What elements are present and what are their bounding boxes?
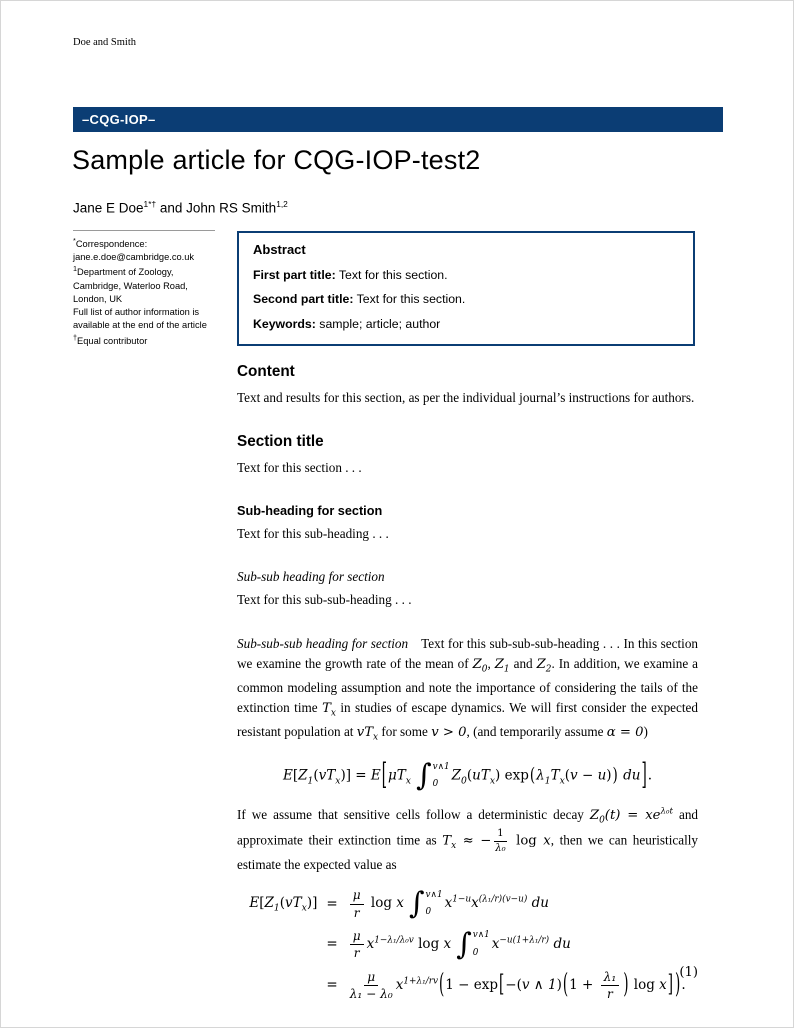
integral-upper-limit: v∧1 bbox=[432, 761, 450, 772]
math-var: x bbox=[659, 976, 667, 993]
integral-lower-limit: 0 bbox=[432, 778, 439, 789]
math-expr: 1 + bbox=[569, 976, 598, 993]
fraction-denominator: r bbox=[353, 905, 360, 920]
fraction-numerator: 1 bbox=[494, 828, 506, 842]
correspondence-label-line bbox=[73, 236, 215, 251]
equation-rhs-row2 bbox=[347, 926, 571, 962]
fraction bbox=[350, 970, 393, 1002]
paren: ( bbox=[564, 767, 571, 784]
big-paren-open: ( bbox=[562, 968, 569, 1001]
equation-rhs-row3 bbox=[347, 970, 686, 1002]
authors-connector: and bbox=[156, 200, 187, 216]
math-expr: v − u bbox=[570, 767, 607, 784]
body-text: If we assume that sensitive cells follow a deterministic decay bbox=[237, 806, 590, 822]
math-sub: 0 bbox=[461, 774, 467, 786]
paragraph: Text for this sub-sub-heading . . . bbox=[237, 591, 412, 607]
paragraph-with-inline-heading bbox=[237, 634, 698, 746]
correspondence-email: jane.e.doe@cambridge.co.uk bbox=[73, 252, 195, 263]
affiliation-text: Department of Zoology, Cambridge, Waterloo Road, London, UK bbox=[73, 267, 188, 304]
author-info-note: Full list of author information is available at the end of the article bbox=[73, 307, 207, 331]
body-text: , (and temporarily assume bbox=[466, 723, 607, 739]
math-var: E bbox=[282, 767, 293, 784]
sub-heading: Sub-heading for section bbox=[237, 503, 383, 518]
fraction-denominator: λ₁ − λ₀ bbox=[349, 987, 393, 1002]
math-var: Z bbox=[536, 657, 546, 673]
math-expr: α = 0 bbox=[606, 724, 644, 740]
math-sub: x bbox=[489, 774, 496, 786]
math-sub: x bbox=[373, 732, 379, 743]
abstract-item bbox=[253, 315, 679, 333]
math-var: vT bbox=[285, 895, 302, 912]
integral bbox=[408, 886, 443, 922]
math-var: vT bbox=[318, 767, 336, 784]
equation-lhs bbox=[249, 892, 317, 916]
paren: ) bbox=[495, 767, 501, 784]
math-var: x bbox=[543, 833, 551, 849]
math-var: E bbox=[249, 895, 260, 912]
math-var: x bbox=[444, 895, 453, 912]
math-var: Z bbox=[472, 657, 482, 673]
math-expr: v > 0 bbox=[431, 724, 467, 740]
math-sub: 0 bbox=[599, 815, 605, 826]
equal-contributor-marker: † bbox=[73, 332, 78, 342]
math-sub: x bbox=[301, 902, 307, 914]
fraction-denominator: λ₀ bbox=[495, 843, 506, 855]
math-sub: x bbox=[559, 774, 565, 786]
math-var: Z bbox=[494, 657, 504, 673]
integral-limits bbox=[426, 889, 443, 920]
paren: ( bbox=[313, 767, 319, 784]
integral-lower-limit: 0 bbox=[425, 907, 432, 918]
integral-upper-limit: v∧1 bbox=[472, 930, 490, 941]
fraction bbox=[494, 828, 506, 855]
math-differential: du bbox=[527, 895, 549, 912]
journal-banner bbox=[73, 107, 723, 132]
math-var: x bbox=[491, 936, 500, 953]
equals-sign: = bbox=[326, 936, 338, 953]
math-sub: 1 bbox=[544, 774, 551, 786]
section-heading: Section title bbox=[237, 433, 324, 451]
aligned-equations bbox=[237, 888, 698, 1001]
math-var: x bbox=[366, 936, 375, 953]
math-var: Z bbox=[451, 767, 462, 784]
body-text: in studies of escape dynamics. We will first consider the expected resistant population at bbox=[237, 700, 698, 739]
body-text: for some bbox=[378, 723, 432, 739]
math-var: x bbox=[443, 936, 452, 953]
fraction bbox=[350, 929, 364, 961]
fraction-numerator: μ bbox=[364, 970, 378, 986]
equals-sign: = bbox=[326, 895, 338, 912]
body-text: , then we can heuristically estimate the expected value as bbox=[237, 832, 698, 872]
equal-contributor-text: Equal contributor bbox=[77, 335, 148, 346]
fraction-numerator: μ bbox=[350, 888, 364, 904]
paragraph: Text and results for this section, as per the individual journal’s instructions for authors. bbox=[237, 389, 695, 405]
big-bracket-close: ] bbox=[641, 757, 647, 793]
sub-sub-sub-heading: Sub-sub-sub heading for section bbox=[237, 635, 409, 651]
math-sub: 2 bbox=[545, 664, 552, 675]
operator-exp: exp bbox=[500, 767, 529, 784]
running-head: Doe and Smith bbox=[73, 37, 136, 48]
bracket: )] bbox=[306, 895, 318, 912]
equation-rhs-row1 bbox=[347, 888, 549, 920]
math-sub: 1 bbox=[503, 664, 510, 675]
abstract-item-text: sample; article; author bbox=[319, 316, 441, 331]
equation-number: (1) bbox=[679, 964, 698, 980]
equal-contributor-line bbox=[73, 333, 215, 348]
operator-log: log bbox=[366, 895, 397, 912]
author-marker: 1,2 bbox=[276, 199, 288, 209]
fraction bbox=[601, 970, 620, 1002]
math-expr: v ∧ 1 bbox=[521, 976, 557, 993]
integral bbox=[415, 758, 450, 794]
operator-log: log bbox=[509, 833, 544, 849]
display-equation-line bbox=[282, 757, 653, 794]
math-sup: 1+λ₁/rv bbox=[403, 976, 438, 987]
math-var: vT bbox=[356, 724, 374, 740]
bracket: [ bbox=[259, 895, 265, 912]
math-var: T bbox=[322, 701, 331, 717]
author-name: Jane E Doe bbox=[73, 200, 144, 216]
authors-line bbox=[73, 199, 288, 216]
operator-log: log bbox=[413, 936, 444, 953]
math-expr: −( bbox=[505, 976, 522, 993]
abstract-item-label: First part title: bbox=[253, 268, 336, 282]
math-var: E bbox=[370, 767, 381, 784]
fraction-numerator: μ bbox=[350, 929, 364, 945]
integral-lower-limit: 0 bbox=[472, 947, 479, 958]
big-paren-close: ) bbox=[675, 968, 681, 1001]
math-sub: x bbox=[330, 708, 336, 719]
relation: ≈ − bbox=[456, 833, 492, 849]
big-paren-open: ( bbox=[439, 968, 445, 1001]
sub-sub-heading: Sub-sub heading for section bbox=[237, 569, 385, 585]
author-name: John RS Smith bbox=[186, 200, 277, 216]
display-equation bbox=[237, 757, 698, 794]
math-sub: x bbox=[405, 774, 411, 786]
body-text: , bbox=[487, 656, 495, 672]
paren: ( bbox=[279, 895, 286, 912]
affiliation-line bbox=[73, 264, 215, 306]
section-heading-content: Content bbox=[237, 363, 295, 380]
abstract-box bbox=[237, 231, 695, 346]
paren: ) bbox=[606, 767, 612, 784]
math-var: Z bbox=[589, 807, 600, 823]
math-var: Z bbox=[298, 767, 308, 784]
math-var: μT bbox=[388, 767, 406, 784]
relation: )] = bbox=[340, 767, 371, 784]
integral-sign: ∫ bbox=[456, 926, 472, 962]
math-sub: 1 bbox=[273, 902, 280, 914]
body-text: . In addition, we examine a common modeling assumption and note the importance of considering the tails of the extinction time bbox=[237, 656, 699, 716]
paren: ( bbox=[466, 767, 473, 784]
integral-limits bbox=[433, 761, 450, 792]
abstract-item-label: Keywords: bbox=[253, 316, 316, 331]
paren: ) bbox=[556, 976, 562, 993]
math-var: uT bbox=[472, 767, 490, 784]
big-bracket-open: [ bbox=[499, 971, 505, 999]
body-text: and approximate their extinction time as bbox=[237, 806, 699, 848]
math-differential: du bbox=[618, 767, 641, 784]
math-var: T bbox=[442, 833, 452, 849]
integral-sign: ∫ bbox=[415, 758, 432, 794]
equals-sign: = bbox=[326, 977, 338, 994]
integral-limits bbox=[473, 929, 490, 960]
author-marker: 1*† bbox=[143, 199, 157, 209]
math-sup: −u(1+λ₁/r) bbox=[499, 935, 550, 946]
abstract-item-label: Second part title: bbox=[253, 292, 354, 307]
math-sub: 1 bbox=[307, 774, 314, 786]
math-sup: 1−u bbox=[452, 894, 472, 905]
correspondence-label: Correspondence: bbox=[75, 239, 148, 250]
paragraph-assume bbox=[237, 805, 698, 876]
correspondence-sidebar bbox=[73, 230, 215, 348]
math-expr: (t) = xe bbox=[604, 807, 661, 823]
integral bbox=[456, 926, 490, 962]
period: . bbox=[647, 767, 653, 784]
math-expr: 1 − exp bbox=[445, 976, 499, 993]
big-paren-close: ) bbox=[623, 968, 629, 1001]
period: . bbox=[681, 976, 686, 993]
math-sub: 0 bbox=[481, 664, 488, 675]
operator-log: log bbox=[629, 976, 660, 993]
integral-sign: ∫ bbox=[408, 886, 425, 922]
article-body bbox=[237, 358, 698, 1002]
math-var: λ bbox=[536, 767, 545, 784]
abstract-heading: Abstract bbox=[253, 242, 306, 257]
bracket: [ bbox=[292, 767, 299, 784]
math-var: Z bbox=[264, 895, 274, 912]
math-sup: (λ₁/r)(v−u) bbox=[478, 894, 528, 905]
math-var: x bbox=[471, 895, 479, 912]
abstract-item-text: Text for this section. bbox=[356, 292, 466, 307]
math-sup: 1−λ₁/λ₀v bbox=[374, 935, 414, 946]
integral-upper-limit: v∧1 bbox=[425, 889, 443, 900]
paragraph: Text for this sub-heading . . . bbox=[237, 525, 389, 541]
big-paren-close: ) bbox=[612, 764, 618, 787]
math-sub: x bbox=[451, 841, 457, 852]
abstract-item-text: Text for this section. bbox=[338, 268, 448, 282]
aligned-equations-grid bbox=[237, 888, 698, 1001]
fraction bbox=[350, 888, 364, 920]
journal-banner-label: –CQG-IOP– bbox=[82, 112, 156, 127]
big-bracket-close: ] bbox=[667, 971, 674, 999]
math-var: x bbox=[395, 976, 404, 993]
big-paren-open: ( bbox=[529, 764, 536, 787]
math-differential: du bbox=[549, 936, 571, 953]
big-bracket-open: [ bbox=[381, 757, 388, 793]
math-var: x bbox=[396, 895, 404, 912]
fraction-numerator: λ₁ bbox=[601, 970, 620, 986]
correspondence-marker: * bbox=[73, 236, 76, 245]
math-sub: x bbox=[335, 774, 341, 786]
affiliation-marker: 1 bbox=[73, 264, 78, 274]
abstract-item bbox=[253, 266, 679, 284]
math-sup: λ₀t bbox=[660, 806, 673, 817]
article-title: Sample article for CQG-IOP-test2 bbox=[72, 145, 481, 175]
body-text: Text for this sub-sub-sub-heading . . . In this section we examine the growth rate of the mean of bbox=[237, 635, 699, 672]
body-text: ) bbox=[643, 723, 648, 739]
abstract-item bbox=[253, 290, 679, 308]
math-var: T bbox=[550, 767, 560, 784]
fraction-denominator: r bbox=[607, 987, 613, 1002]
body-text: and bbox=[509, 656, 537, 672]
paragraph: Text for this section . . . bbox=[237, 460, 362, 476]
fraction-denominator: r bbox=[353, 946, 360, 961]
